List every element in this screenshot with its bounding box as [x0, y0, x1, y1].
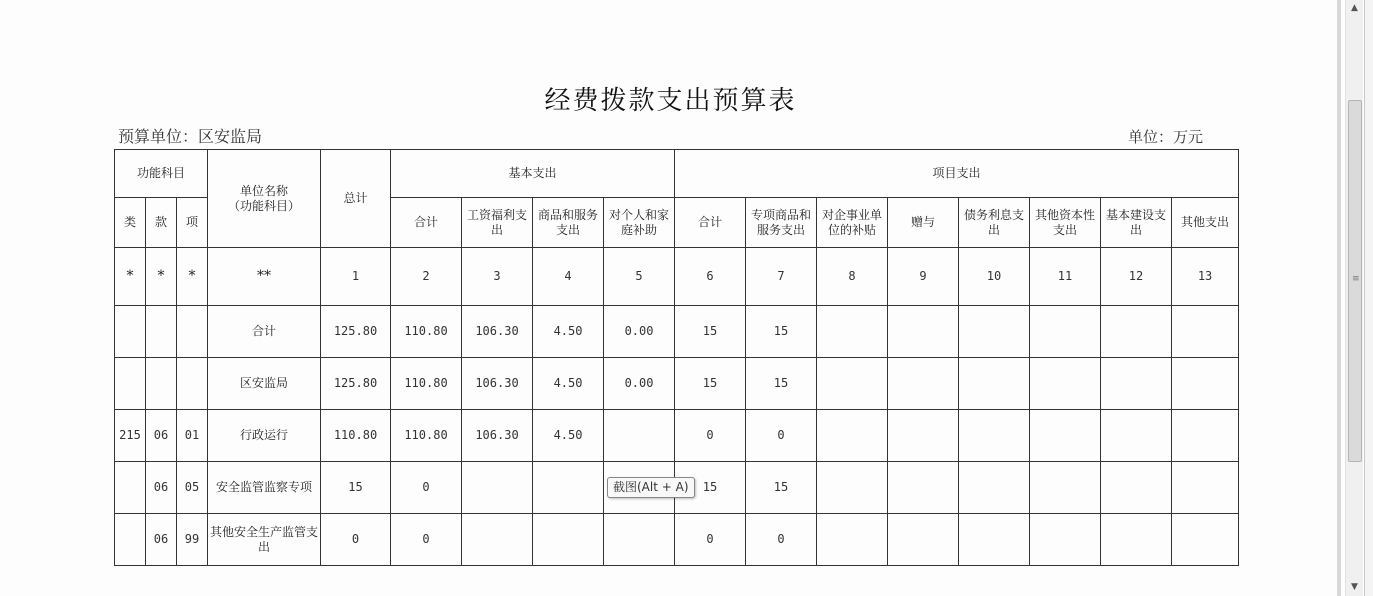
index-cell: * [146, 248, 177, 306]
table-cell [1030, 358, 1101, 410]
index-cell: 13 [1172, 248, 1239, 306]
table-cell [1030, 410, 1101, 462]
table-cell [888, 306, 959, 358]
table-row [115, 306, 1239, 358]
cell-kuan: 06 [146, 514, 177, 566]
header-project-col: 专项商品和服务支出 [746, 198, 817, 248]
header-lei: 类 [115, 198, 146, 248]
table-cell: 4.50 [533, 358, 604, 410]
table-cell [817, 358, 888, 410]
table-cell [533, 462, 604, 514]
index-cell: 5 [604, 248, 675, 306]
header-total: 总计 [321, 150, 391, 248]
index-cell: 9 [888, 248, 959, 306]
scroll-down-arrow-icon[interactable]: ▼ [1351, 582, 1358, 592]
document-title: 经费拨款支出预算表 [544, 86, 797, 116]
header-kuan: 款 [146, 198, 177, 248]
cell-xiang: 01 [177, 410, 208, 462]
cell-lei [115, 462, 146, 514]
header-unit-name: 单位名称 （功能科目） [208, 150, 321, 248]
cell-kuan [146, 306, 177, 358]
table-cell: 0 [675, 410, 746, 462]
header-project-col: 对企事业单位的补贴 [817, 198, 888, 248]
table-cell [888, 358, 959, 410]
table-cell: 106.30 [462, 306, 533, 358]
scrollbar-grip-icon: ≡ [1352, 274, 1360, 284]
table-cell [604, 410, 675, 462]
table-cell [888, 462, 959, 514]
cell-lei: 215 [115, 410, 146, 462]
table-cell: 0 [321, 514, 391, 566]
scroll-up-arrow-icon[interactable]: ▲ [1351, 3, 1358, 13]
table-cell [817, 410, 888, 462]
table-cell: 110.80 [391, 410, 462, 462]
table-cell: 0 [746, 410, 817, 462]
cell-lei [115, 306, 146, 358]
table-cell [1172, 306, 1239, 358]
header-project-col: 债务利息支出 [959, 198, 1030, 248]
index-cell: 6 [675, 248, 746, 306]
table-cell [1172, 358, 1239, 410]
cell-kuan: 06 [146, 462, 177, 514]
cell-xiang: 05 [177, 462, 208, 514]
table-cell [533, 514, 604, 566]
cell-lei [115, 358, 146, 410]
cell-unit-name: 合计 [208, 306, 321, 358]
table-cell [1101, 358, 1172, 410]
table-cell [1030, 514, 1101, 566]
table-cell [817, 306, 888, 358]
table-cell: 0 [746, 514, 817, 566]
window-edge [1364, 0, 1373, 596]
cell-lei [115, 514, 146, 566]
table-cell [959, 462, 1030, 514]
table-cell [959, 358, 1030, 410]
table-cell: 125.80 [321, 358, 391, 410]
table-cell [1101, 410, 1172, 462]
table-cell: 15 [746, 462, 817, 514]
table-cell: 15 [675, 306, 746, 358]
header-project-col: 赠与 [888, 198, 959, 248]
table-cell: 0 [675, 514, 746, 566]
table-cell [1172, 462, 1239, 514]
budget-table [114, 149, 1239, 566]
table-row [115, 358, 1239, 410]
cell-unit-name: 区安监局 [208, 358, 321, 410]
table-cell [888, 410, 959, 462]
cell-unit-name: 行政运行 [208, 410, 321, 462]
table-cell [1101, 514, 1172, 566]
table-cell: 106.30 [462, 410, 533, 462]
index-cell: 4 [533, 248, 604, 306]
table-cell [462, 462, 533, 514]
cell-unit-name: 安全监管监察专项 [208, 462, 321, 514]
cell-xiang: 99 [177, 514, 208, 566]
table-cell [888, 514, 959, 566]
cell-kuan [146, 358, 177, 410]
table-cell [1101, 306, 1172, 358]
header-project-col: 其他支出 [1172, 198, 1239, 248]
table-cell: 4.50 [533, 410, 604, 462]
page-edge-shadow [1337, 0, 1341, 596]
table-cell [1030, 306, 1101, 358]
table-cell [462, 514, 533, 566]
index-row [115, 248, 1239, 306]
table-cell: 110.80 [391, 358, 462, 410]
table-cell [959, 410, 1030, 462]
header-basic-col: 合计 [391, 198, 462, 248]
table-row [115, 514, 1239, 566]
index-cell: * [177, 248, 208, 306]
table-cell [1030, 462, 1101, 514]
index-cell: 1 [321, 248, 391, 306]
table-cell: 125.80 [321, 306, 391, 358]
scrollbar-thumb[interactable] [1348, 100, 1362, 462]
table-cell: 4.50 [533, 306, 604, 358]
header-basic-expenditure: 基本支出 [391, 150, 675, 198]
table-cell [959, 306, 1030, 358]
index-cell: 10 [959, 248, 1030, 306]
header-project-col: 基本建设支出 [1101, 198, 1172, 248]
currency-unit-label: 单位：万元 [1128, 128, 1204, 146]
table-cell: 15 [746, 306, 817, 358]
table-cell: 15 [746, 358, 817, 410]
cell-unit-name: 其他安全生产监管支出 [208, 514, 321, 566]
header-basic-col: 对个人和家庭补助 [604, 198, 675, 248]
table-cell: 106.30 [462, 358, 533, 410]
table-cell: 15 [321, 462, 391, 514]
vertical-scrollbar[interactable] [1345, 0, 1363, 596]
index-cell: 2 [391, 248, 462, 306]
header-project-col: 其他资本性支出 [1030, 198, 1101, 248]
table-cell [817, 514, 888, 566]
index-cell: 3 [462, 248, 533, 306]
index-cell: ** [208, 248, 321, 306]
table-cell: 15 [675, 462, 746, 514]
table-cell [1172, 410, 1239, 462]
table-cell [817, 462, 888, 514]
table-cell [959, 514, 1030, 566]
index-cell: * [115, 248, 146, 306]
cell-kuan: 06 [146, 410, 177, 462]
table-cell: 110.80 [391, 306, 462, 358]
table-cell: 15 [675, 358, 746, 410]
index-cell: 7 [746, 248, 817, 306]
header-basic-col: 商品和服务支出 [533, 198, 604, 248]
index-cell: 11 [1030, 248, 1101, 306]
table-cell: 0 [391, 462, 462, 514]
table-cell [604, 514, 675, 566]
table-row [115, 410, 1239, 462]
header-project-col: 合计 [675, 198, 746, 248]
header-xiang: 项 [177, 198, 208, 248]
index-cell: 12 [1101, 248, 1172, 306]
header-basic-col: 工资福利支出 [462, 198, 533, 248]
cell-xiang [177, 358, 208, 410]
table-cell: 0.00 [604, 358, 675, 410]
index-cell: 8 [817, 248, 888, 306]
table-cell [1101, 462, 1172, 514]
table-cell: 0.00 [604, 306, 675, 358]
screenshot-tooltip: 截图(Alt + A) [607, 477, 695, 498]
header-func-subject: 功能科目 [115, 150, 208, 198]
budget-unit-label: 预算单位：区安监局 [118, 127, 263, 146]
table-cell: 110.80 [321, 410, 391, 462]
cell-xiang [177, 306, 208, 358]
header-project-expenditure: 项目支出 [675, 150, 1239, 198]
table-cell [1172, 514, 1239, 566]
table-cell: 0 [391, 514, 462, 566]
